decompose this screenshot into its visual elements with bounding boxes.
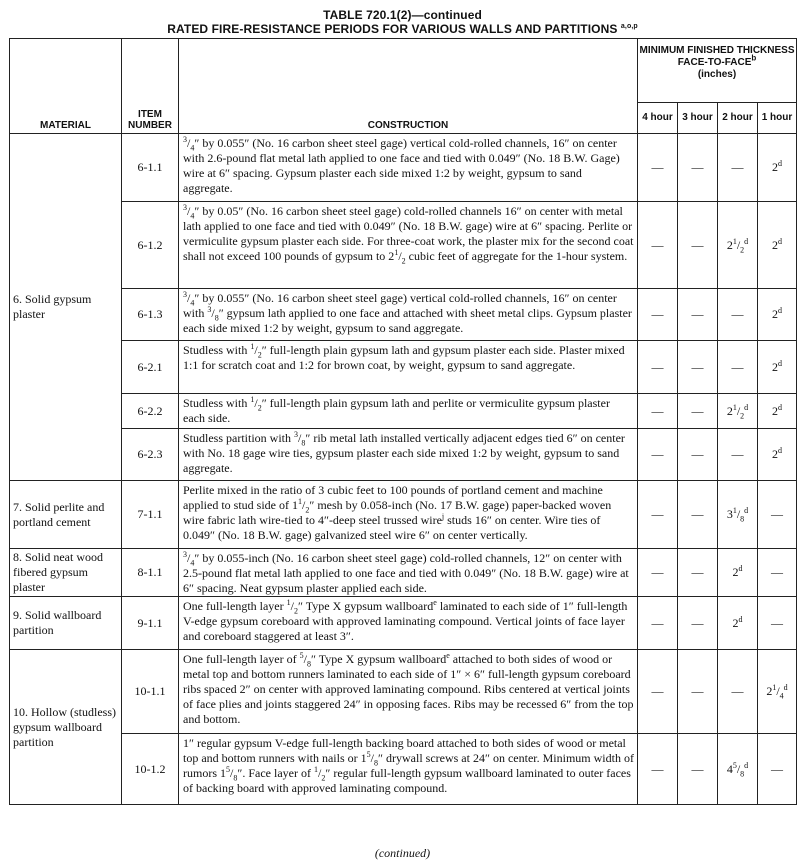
thickness-2-hour-cell: — [718, 134, 758, 202]
thickness-2-hour-cell: — [718, 650, 758, 734]
thickness-1-hour-cell: — [758, 549, 797, 597]
item-number-cell: 6-1.1 [122, 134, 179, 202]
thickness-3-hour-cell: — [678, 650, 718, 734]
thickness-3-hour-cell: — [678, 734, 718, 805]
construction-cell: 1″ regular gypsum V-edge full-length backing board attached to both sides of wood or metal top and bottom runners with nails or $1^5/_8''$ drywall screws at 24″ on center. Minimum width of rumors $1^5/_8''$. Face layer of $^1/_2''$ regular full-length gypsum wallboard laminated to outer faces of backing board with approved laminating compound. [179, 734, 638, 805]
continued-note: (continued) [374, 846, 431, 860]
thickness-4-hour-cell: — [638, 597, 678, 650]
item-number-cell: 10-1.1 [122, 650, 179, 734]
thickness-1-hour-cell: 2$^d$ [758, 289, 797, 341]
table-row [10, 549, 797, 597]
thickness-3-hour-cell: — [678, 289, 718, 341]
table-row [10, 341, 797, 394]
header-material: MATERIAL [10, 39, 122, 134]
construction-cell: One full-length layer $^1/_2''$ Type X gypsum wallboard$^e$ laminated to each side of 1″ full-length V-edge gypsum coreboard with approved laminating compound. Vertical joints of face layer and coreboard staggered at least 3″. [179, 597, 638, 650]
thickness-4-hour-cell: — [638, 734, 678, 805]
item-number-cell: 6-2.2 [122, 394, 179, 429]
header-min-thickness-text: MINIMUM FINISHED THICKNESS FACE-TO-FACE [639, 45, 795, 68]
thickness-4-hour-cell: — [638, 134, 678, 202]
item-number-cell: 10-1.2 [122, 734, 179, 805]
thickness-1-hour-cell: 2$^d$ [758, 429, 797, 481]
thickness-4-hour-cell: — [638, 549, 678, 597]
thickness-2-hour-cell: $3^1/_8^d$ [718, 481, 758, 549]
thickness-2-hour-cell: — [718, 429, 758, 481]
header-item-number: ITEM NUMBER [122, 39, 179, 134]
construction-cell: $^3/_4''$ by 0.055″ (No. 16 carbon sheet steel gage) vertical cold-rolled channels, 16″ on center with 2.6-pound flat metal lath applied to one face and tied with 0.049″ (No. 18 B.W. Gage) wire at 6″ spacing. Gypsum plaster each side mixed 1:2 by weight, gypsum to sand aggregate. [179, 134, 638, 202]
thickness-4-hour-cell: — [638, 289, 678, 341]
thickness-3-hour-cell: — [678, 394, 718, 429]
thickness-4-hour-cell: — [638, 650, 678, 734]
table-row [10, 734, 797, 805]
construction-cell: Studless with $^1/_2''$ full-length plain gypsum lath and perlite or vermiculite gypsum plaster each side. [179, 394, 638, 429]
construction-cell: $^3/_4''$ by 0.05″ (No. 16 carbon sheet steel gage) cold-rolled channels 16″ on center with metal lath applied to one face and tied with 0.049″ (No. 18 B.W. gage) wire at 6″ spacing. Perlite or vermiculite gypsum plaster each side. For three-coat work, the plaster mix for the second coat shall not exceed 100 pounds of gypsum to $2^1/_2$ cubic feet of aggregate for the 1-hour system. [179, 202, 638, 289]
table-row [10, 429, 797, 481]
table-body [10, 134, 797, 805]
table-row [10, 481, 797, 549]
thickness-2-hour-cell: 2$^d$ [718, 549, 758, 597]
construction-cell: Studless with $^1/_2''$ full-length plain gypsum lath and gypsum plaster each side. Plaster mixed 1:1 for scratch coat and 1:2 for brown coat, by weight, gypsum to sand aggregate. [179, 341, 638, 394]
item-number-cell: 7-1.1 [122, 481, 179, 549]
thickness-2-hour-cell: $2^1/_2^d$ [718, 394, 758, 429]
thickness-2-hour-cell: — [718, 341, 758, 394]
table-row [10, 289, 797, 341]
construction-cell: Studless partition with $^3/_8''$ rib metal lath installed vertically adjacent edges tied 6″ on center with No. 18 gage wire ties, gypsum plaster each side mixed 1:2 by weight, gypsum to sand aggregate. [179, 429, 638, 481]
thickness-2-hour-cell: — [718, 289, 758, 341]
header-4-hour: 4 hour [638, 103, 678, 134]
table-row [10, 597, 797, 650]
thickness-3-hour-cell: — [678, 341, 718, 394]
header-inches: (inches) [697, 69, 737, 80]
material-cell: 9. Solid wallboard partition [10, 597, 122, 650]
table-title: TABLE 720.1(2)—continued [323, 8, 482, 22]
thickness-3-hour-cell: — [678, 202, 718, 289]
thickness-1-hour-cell: — [758, 597, 797, 650]
fire-resistance-table [9, 38, 797, 805]
thickness-4-hour-cell: — [638, 341, 678, 394]
thickness-3-hour-cell: — [678, 481, 718, 549]
table-subtitle-footnotes: a,o,p [620, 23, 638, 30]
thickness-3-hour-cell: — [678, 549, 718, 597]
thickness-1-hour-cell: 2$^d$ [758, 341, 797, 394]
construction-cell: One full-length layer of $^5/_8''$ Type X gypsum wallboard$^e$ attached to both sides of wood or metal top and bottom runners laminated to each side of 1″ × 6″ full-length gypsum coreboard ribs spaced 2″ on center with approved laminating compound. Ribs centered at vertical joints of face plies and joints staggered 24″ in opposing faces. Ribs may be recessed 6″ from the top and bottom. [179, 650, 638, 734]
header-2-hour: 2 hour [718, 103, 758, 134]
thickness-1-hour-cell: $2^1/_4^d$ [758, 650, 797, 734]
material-cell: 10. Hollow (studless) gypsum wallboard partition [10, 650, 122, 805]
thickness-2-hour-cell: $2^1/_2^d$ [718, 202, 758, 289]
thickness-3-hour-cell: — [678, 134, 718, 202]
header-min-thickness-footnote: b [751, 53, 757, 63]
header-1-hour: 1 hour [758, 103, 797, 134]
thickness-4-hour-cell: — [638, 481, 678, 549]
construction-cell: $^3/_4''$ by 0.055-inch (No. 16 carbon sheet steel gage) cold-rolled channels, 12″ on center with 2.5-pound flat metal lath applied to one face and tied with 0.049″ (No. 18 B.W. gage) wire at 6″ spacing. Neat gypsum plaster applied each side. [179, 549, 638, 597]
thickness-2-hour-cell: $4^5/_8^d$ [718, 734, 758, 805]
thickness-4-hour-cell: — [638, 202, 678, 289]
thickness-1-hour-cell: 2$^d$ [758, 202, 797, 289]
thickness-1-hour-cell: 2$^d$ [758, 394, 797, 429]
thickness-4-hour-cell: — [638, 429, 678, 481]
thickness-1-hour-cell: — [758, 481, 797, 549]
table-row [10, 394, 797, 429]
item-number-cell: 8-1.1 [122, 549, 179, 597]
material-cell: 8. Solid neat wood fibered gypsum plaster [10, 549, 122, 597]
table-subtitle-text: RATED FIRE-RESISTANCE PERIODS FOR VARIOUS WALLS AND PARTITIONS [167, 22, 618, 36]
header-3-hour: 3 hour [678, 103, 718, 134]
thickness-1-hour-cell: 2$^d$ [758, 134, 797, 202]
table-row [10, 134, 797, 202]
thickness-2-hour-cell: 2$^d$ [718, 597, 758, 650]
header-construction: CONSTRUCTION [179, 39, 638, 134]
thickness-1-hour-cell: — [758, 734, 797, 805]
header-min-thickness [638, 39, 797, 103]
item-number-cell: 6-1.3 [122, 289, 179, 341]
thickness-3-hour-cell: — [678, 429, 718, 481]
item-number-cell: 9-1.1 [122, 597, 179, 650]
item-number-cell: 6-2.1 [122, 341, 179, 394]
table-subtitle [0, 22, 805, 36]
thickness-4-hour-cell: — [638, 394, 678, 429]
material-cell: 7. Solid perlite and portland cement [10, 481, 122, 549]
table-row [10, 202, 797, 289]
material-cell: 6. Solid gypsum plaster [10, 134, 122, 481]
thickness-3-hour-cell: — [678, 597, 718, 650]
table-row [10, 650, 797, 734]
construction-cell: Perlite mixed in the ratio of 3 cubic feet to 100 pounds of portland cement and machine applied to stud side of $1^1/_2''$ mesh by 0.058-inch (No. 17 B.W. gage) paper-backed woven wire fabric lath wire-tied to 4″-deep steel trussed wire$^j$ studs 16″ on center. Wire ties of 0.049″ (No. 18 B.W. gage) galvanized steel wire 6″ on center vertically. [179, 481, 638, 549]
item-number-cell: 6-1.2 [122, 202, 179, 289]
item-number-cell: 6-2.3 [122, 429, 179, 481]
construction-cell: $^3/_4''$ by 0.055″ (No. 16 carbon sheet steel gage) vertical cold-rolled channels, 16″ on center with $^3/_8''$ gypsum lath applied to one face and attached with sheet metal clips. Gypsum plaster each side mixed 1:2 by weight, gypsum to sand aggregate. [179, 289, 638, 341]
